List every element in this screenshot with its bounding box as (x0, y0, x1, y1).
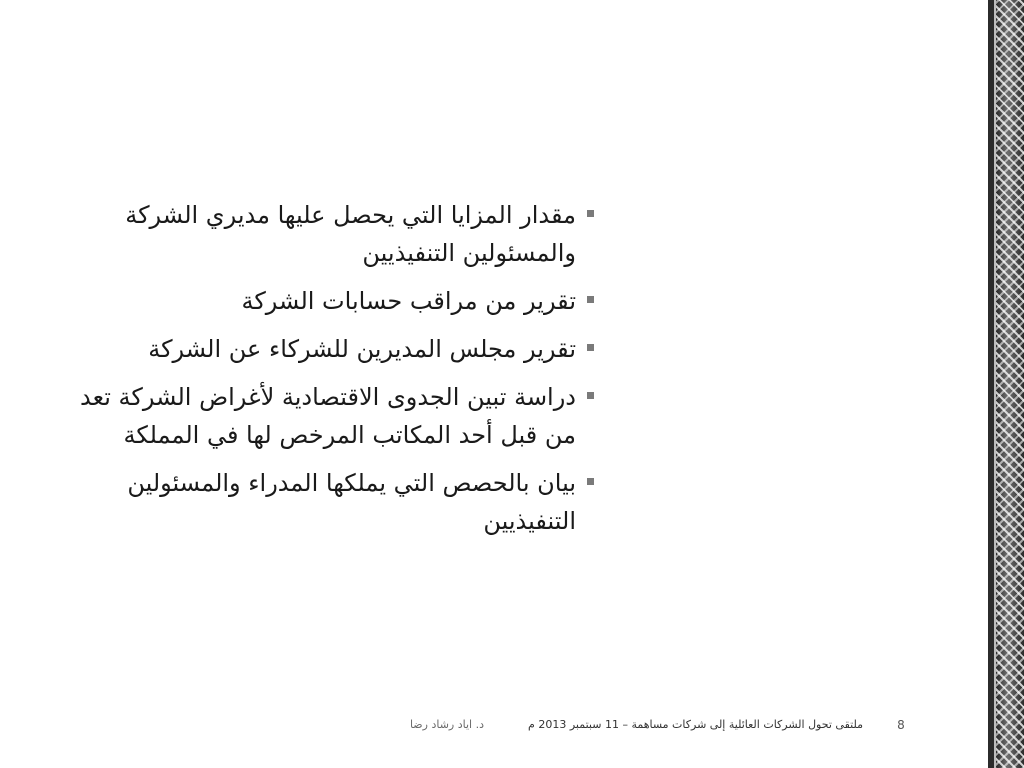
bullet-item (60, 330, 600, 368)
bullet-item (60, 196, 600, 272)
square-bullet-icon (587, 296, 594, 303)
slide-content (60, 196, 600, 550)
slide-number: 8 (897, 718, 905, 732)
footer-event-title: ملتقى تحول الشركات العائلية إلى شركات مساهمة – 11 سبتمبر 2013 م (528, 718, 863, 731)
footer-author: د. اياد رشاد رضا (409, 718, 484, 731)
bullet-text: دراسة تبين الجدوى الاقتصادية لأغراض الشركة تعد من قبل أحد المكاتب المرخص لها في المملكة (80, 383, 576, 449)
decorative-side-band (988, 0, 1024, 768)
bullet-item (60, 282, 600, 320)
band-edge-line (994, 0, 996, 768)
bullet-text: تقرير مجلس المديرين للشركاء عن الشركة (148, 335, 576, 363)
band-pattern-strip (994, 0, 1024, 768)
bullet-text: تقرير من مراقب حسابات الشركة (241, 287, 576, 315)
bullet-text: بيان بالحصص التي يملكها المدراء والمسئولين التنفيذيين (127, 469, 576, 535)
bullet-text: مقدار المزايا التي يحصل عليها مديري الشركة والمسئولين التنفيذيين (125, 201, 576, 267)
square-bullet-icon (587, 210, 594, 217)
square-bullet-icon (587, 392, 594, 399)
square-bullet-icon (587, 478, 594, 485)
bullet-list (60, 196, 600, 540)
bullet-item (60, 378, 600, 454)
bullet-item (60, 464, 600, 540)
square-bullet-icon (587, 344, 594, 351)
